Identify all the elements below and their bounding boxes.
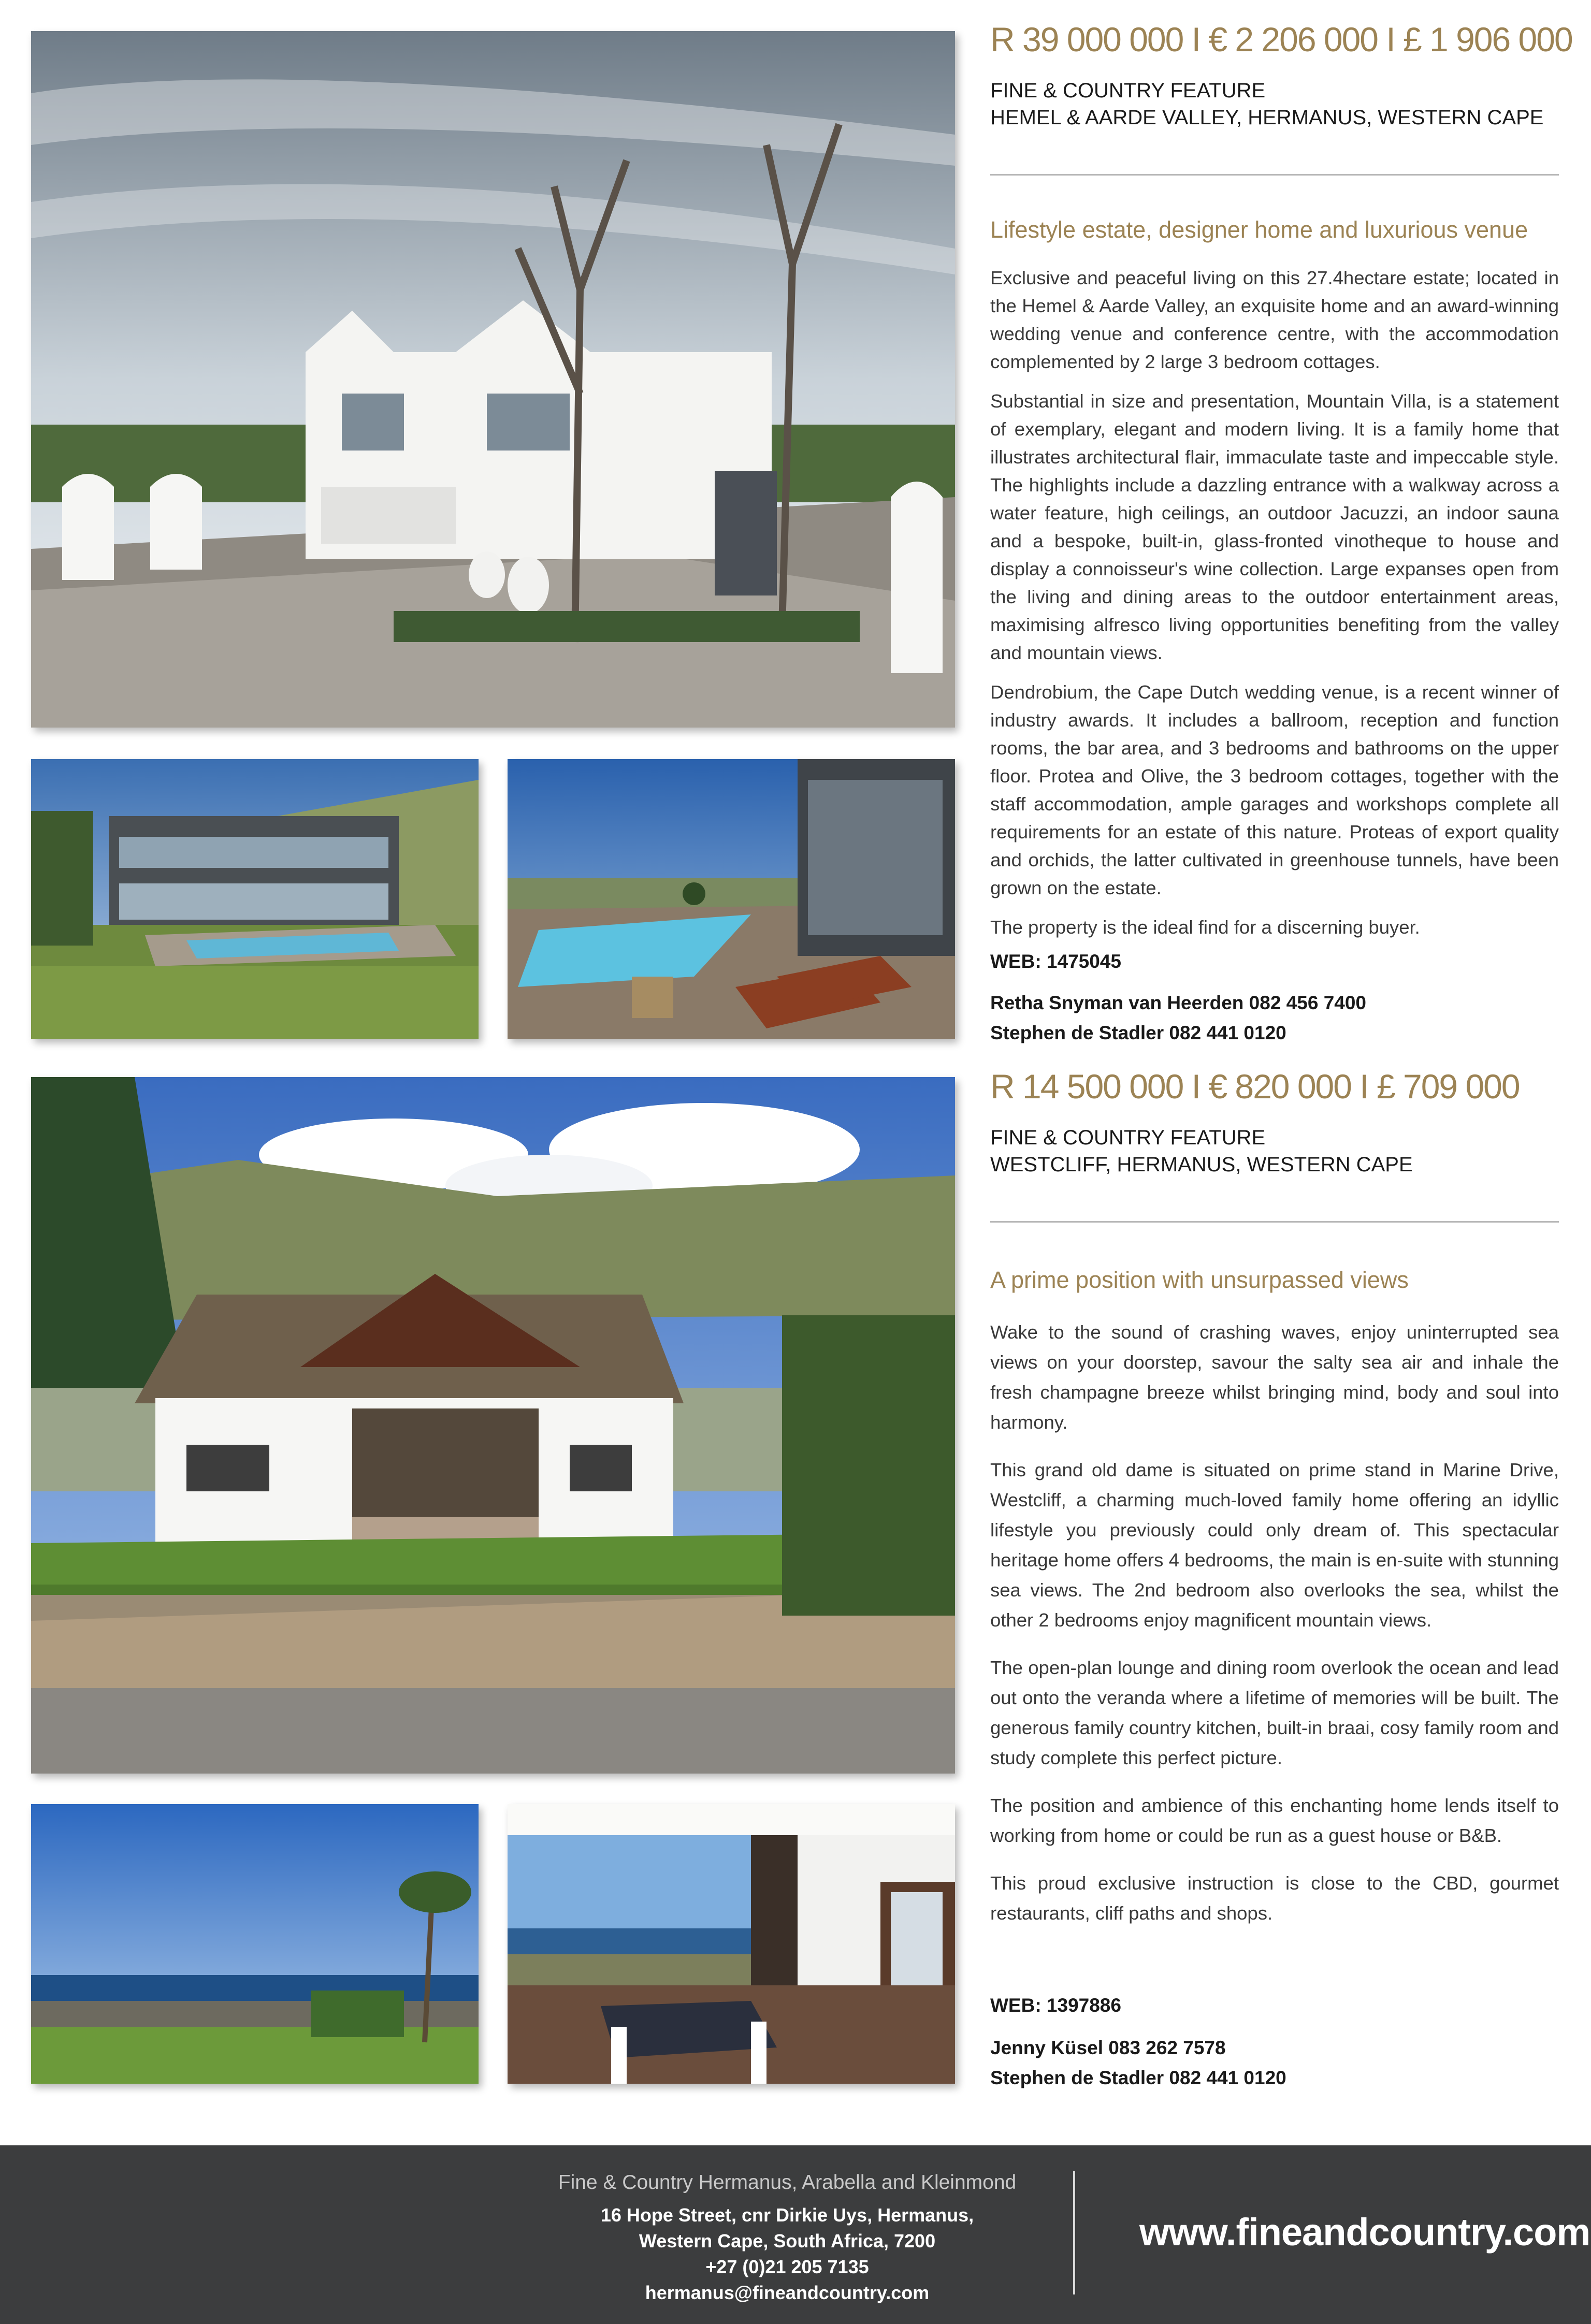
listing2-paragraph: This grand old dame is situated on prime stand in Marine Drive, Westcliff, a charming much-loved family home offering an idyllic lifestyle you previously could only dream of. This spectacular heritage home offers 4 bedrooms, the main is en-suite with stunning sea views. The 2nd bedroom also overlooks the sea, whilst the other 2 bedrooms enjoy magnificent mountain views.	[990, 1459, 1559, 1631]
villa-pool-exterior-image	[31, 759, 479, 1039]
listing2-agent: Jenny Küsel 083 262 7578	[990, 2037, 1226, 2058]
listing1-feature-label: FINE & COUNTRY FEATURE	[990, 79, 1266, 102]
footer-office-name: Fine & Country Hermanus, Arabella and Kleinmond	[558, 2171, 1017, 2194]
listing2-location: WESTCLIFF, HERMANUS, WESTERN CAPE	[990, 1153, 1413, 1176]
photo-sea-garden	[31, 1804, 479, 2084]
footer-divider	[1073, 2171, 1075, 2294]
listing1-agent: Stephen de Stadler 082 441 0120	[990, 1022, 1286, 1043]
sea-garden-image	[31, 1804, 479, 2084]
listing2-web-ref: WEB: 1397886	[990, 1995, 1121, 2016]
listing2-paragraph: Wake to the sound of crashing waves, enjoy uninterrupted sea views on your doorstep, savour the salty sea air and inhale the fresh champagne breeze whilst bringing mind, body and soul into harmony.	[990, 1321, 1559, 1433]
listing2-paragraph: The open-plan lounge and dining room overlook the ocean and lead out onto the veranda where a lifetime of memories will be built. The generous family country kitchen, built-in braai, cosy family room and study complete this perfect picture.	[990, 1657, 1559, 1768]
footer-address-line: Western Cape, South Africa, 7200	[639, 2230, 936, 2252]
villa-pool-deck-image	[508, 759, 955, 1039]
listing1-description	[990, 264, 1559, 953]
listing1-heading: Lifestyle estate, designer home and luxurious venue	[990, 216, 1528, 243]
listing1-price: R 39 000 000 I € 2 206 000 I £ 1 906 000	[990, 20, 1572, 59]
listing1-agent: Retha Snyman van Heerden 082 456 7400	[990, 992, 1366, 1013]
listing1-paragraph: Exclusive and peaceful living on this 27.4hectare estate; located in the Hemel & Aarde Valley, an exquisite home and an award-winning wedding venue and conference centre, with the accommodation complemented by 2 large 3 bedroom cottages.	[990, 267, 1559, 372]
listing1-divider	[990, 174, 1559, 176]
veranda-dining-image	[508, 1804, 955, 2084]
footer-phone: +27 (0)21 205 7135	[705, 2256, 869, 2277]
listing1-web-ref: WEB: 1475045	[990, 951, 1121, 972]
listing2-price: R 14 500 000 I € 820 000 I £ 709 000	[990, 1067, 1520, 1106]
photo-veranda-dining	[508, 1804, 955, 2084]
listing2-description	[990, 1317, 1559, 1940]
listing2-paragraph: This proud exclusive instruction is close to the CBD, gourmet restaurants, cliff paths and shops.	[990, 1872, 1559, 1924]
footer-address	[518, 2202, 1057, 2306]
listing2-paragraph: The position and ambience of this enchanting home lends itself to working from home or could be run as a guest house or B&B.	[990, 1795, 1559, 1846]
listing2-agent: Stephen de Stadler 082 441 0120	[990, 2067, 1286, 2088]
listing2-agents	[990, 2033, 1286, 2093]
photo-villa-pool-exterior	[31, 759, 479, 1039]
photo-villa-main	[31, 31, 955, 728]
listing2-feature-label: FINE & COUNTRY FEATURE	[990, 1126, 1266, 1149]
footer-address-line: 16 Hope Street, cnr Dirkie Uys, Hermanus,	[600, 2204, 974, 2226]
footer	[0, 2145, 1591, 2324]
listing1-paragraph: Substantial in size and presentation, Mountain Villa, is a statement of exemplary, elegant and modern living. It is a family home that illustrates architectural flair, immaculate taste and impeccable style. The highlights include a dazzling entrance with a walkway across a water feature, high ceilings, an outdoor Jacuzzi, an indoor sauna and a bespoke, built-in, glass-fronted vinotheque to house and display a connoisseur's wine collection. Large expanses open from the living and dining areas to the outdoor entertainment areas, maximising alfresco living opportunities benefiting from the valley and mountain views.	[990, 390, 1559, 663]
footer-email[interactable]: hermanus@fineandcountry.com	[645, 2282, 930, 2303]
villa-main-image	[31, 31, 955, 728]
cottage-main-image	[31, 1077, 955, 1774]
footer-website-link[interactable]: www.fineandcountry.com	[1139, 2211, 1590, 2254]
listing1-location: HEMEL & AARDE VALLEY, HERMANUS, WESTERN CAPE	[990, 106, 1544, 129]
listing1-agents	[990, 988, 1366, 1048]
listing1-paragraph: Dendrobium, the Cape Dutch wedding venue, is a recent winner of industry awards. It includes a ballroom, reception and function rooms, the bar area, and 3 bedrooms and bathrooms on the upper floor. Protea and Olive, the 3 bedroom cottages, together with the staff accommodation, ample garages and workshops complete all requirements for an estate of this nature. Proteas of export quality and orchids, the latter cultivated in greenhouse tunnels, have been grown on the estate.	[990, 681, 1559, 898]
photo-cottage-main	[31, 1077, 955, 1774]
listing2-divider	[990, 1221, 1559, 1223]
listing2-heading: A prime position with unsurpassed views	[990, 1267, 1409, 1293]
photo-villa-pool-deck	[508, 759, 955, 1039]
listing1-paragraph: The property is the ideal find for a discerning buyer.	[990, 917, 1420, 938]
